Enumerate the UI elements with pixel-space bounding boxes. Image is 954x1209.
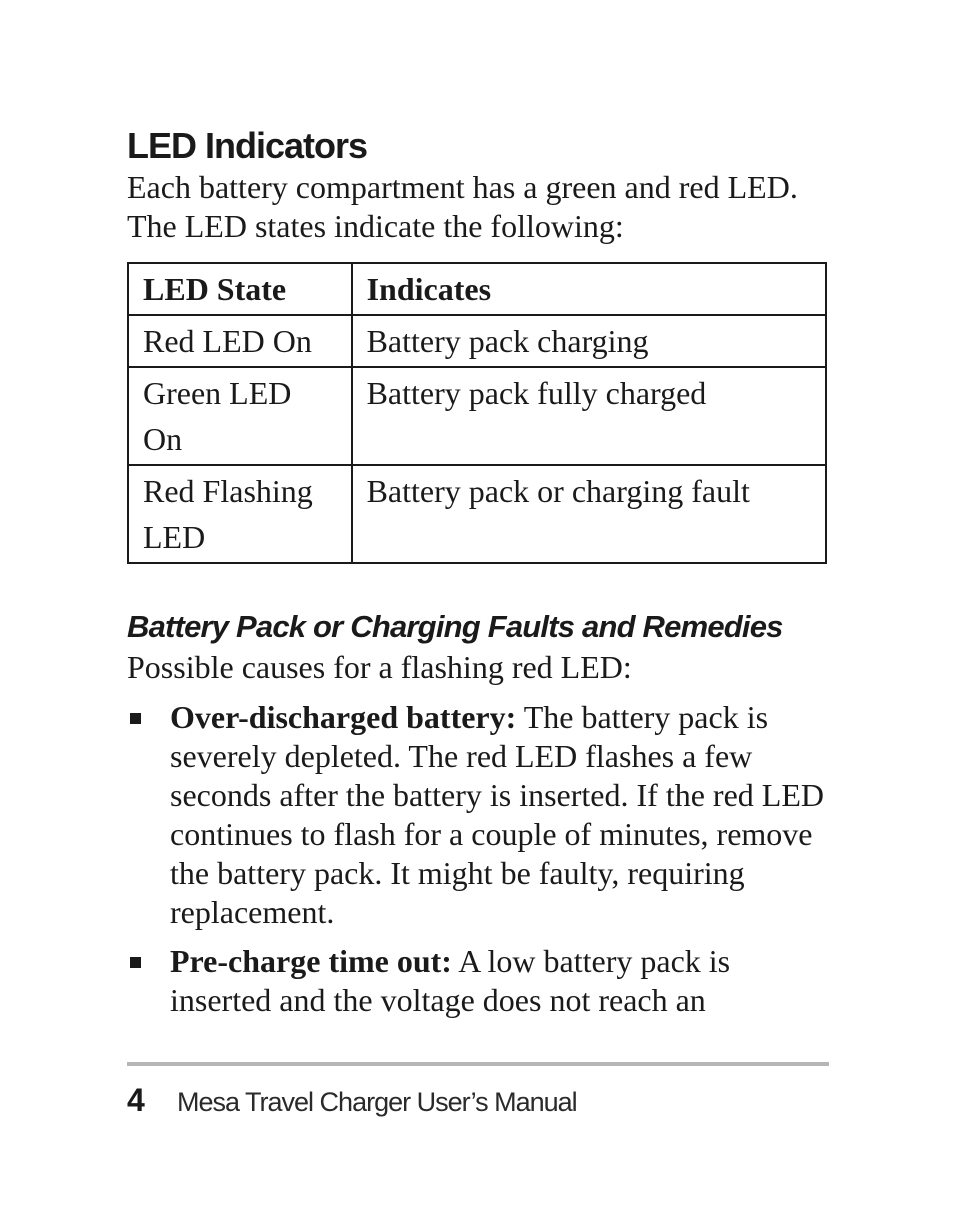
table-row (128, 367, 826, 465)
table-row (128, 315, 826, 367)
cause-term: Pre-charge time out: (170, 943, 452, 979)
cause-term: Over-discharged battery: (170, 699, 517, 735)
table-row (128, 465, 826, 563)
led-state-cell: Red LED On (128, 315, 352, 367)
faults-heading: Battery Pack or Charging Faults and Remedies (127, 609, 783, 644)
led-state-cell: Red Flashing LED (128, 465, 352, 563)
cause-description: The battery pack is severely depleted. The red LED flashes a few seconds after the battery is inserted. If the red LED continues to flash for a couple of minutes, remove the battery pack. It might be faulty, requiring replacement. (170, 699, 824, 930)
indicates-cell: Battery pack fully charged (352, 367, 826, 465)
led-state-table (127, 262, 827, 564)
section-intro: Each battery compartment has a green and red LED. The LED states indicate the following: (127, 169, 798, 244)
square-bullet-icon (130, 957, 141, 968)
column-header-indicates: Indicates (352, 263, 826, 315)
list-item (127, 942, 827, 1020)
footer-divider (127, 1062, 829, 1066)
indicates-cell: Battery pack charging (352, 315, 826, 367)
column-header-led-state: LED State (128, 263, 352, 315)
cause-description: A low battery pack is inserted and the voltage does not reach an (170, 943, 731, 1018)
section-heading: LED Indicators (127, 125, 368, 166)
running-title: Mesa Travel Charger User’s Manual (177, 1087, 577, 1117)
led-state-cell: Green LED On (128, 367, 352, 465)
page-number: 4 (127, 1082, 145, 1118)
faults-intro: Possible causes for a flashing red LED: (127, 649, 632, 685)
square-bullet-icon (130, 713, 141, 724)
table-header-row (128, 263, 826, 315)
causes-list (127, 698, 827, 1030)
list-item (127, 698, 827, 932)
indicates-cell: Battery pack or charging fault (352, 465, 826, 563)
